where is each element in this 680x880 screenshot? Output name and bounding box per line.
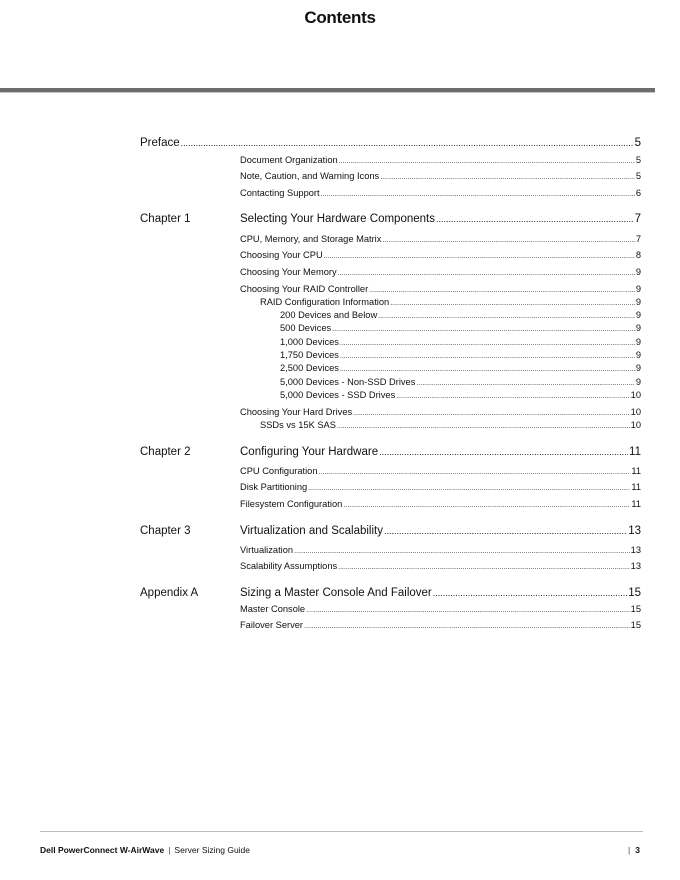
dot-leader [379,447,628,457]
dot-leader [378,313,635,320]
toc-entry-page: 9 [635,284,641,294]
toc-entry-label: Configuring Your Hardware [240,446,379,458]
toc-entry[interactable] [240,604,641,614]
toc-entry-label: 1,750 Devices [280,350,339,360]
toc-entry-page: 15 [628,587,641,599]
toc-entry-label: 5,000 Devices - SSD Drives [280,390,396,400]
toc-entry-page: 9 [635,363,641,373]
toc-entry-label: Preface [140,137,180,149]
toc-entry-page: 13 [628,525,641,537]
toc-entry-label: Virtualization and Scalability [240,525,383,537]
toc-entry-label: Contacting Support [240,188,320,198]
toc-entry-label: Choosing Your Memory [240,267,337,277]
toc-entry[interactable] [280,350,641,360]
dot-leader [340,353,635,360]
toc-entry-page: 11 [631,466,641,476]
footer-separator: | [168,845,171,855]
toc-entry-chapter[interactable] [240,213,641,225]
toc-entry-label: Choosing Your CPU [240,250,323,260]
toc-entry[interactable] [240,545,641,555]
dot-leader [369,287,635,294]
toc-entry-page: 11 [629,446,641,458]
toc-entry-label: SSDs vs 15K SAS [260,420,336,430]
chapter-label: Appendix A [140,587,199,599]
dot-leader [338,564,630,571]
toc-entry-page: 9 [635,377,641,387]
toc-entry-page: 15 [630,604,641,614]
toc-entry-page: 13 [630,561,641,571]
footer-guide: Server Sizing Guide [174,845,251,855]
toc-entry-label: CPU, Memory, and Storage Matrix [240,234,382,244]
toc-entry[interactable] [280,363,641,373]
toc-entry-page: 5 [635,171,641,181]
dot-leader [353,410,630,417]
toc-entry-label: Master Console [240,604,306,614]
toc-entry[interactable] [240,620,641,630]
toc-entry-chapter[interactable] [240,587,641,599]
toc-entry-label: Selecting Your Hardware Components [240,213,435,225]
toc-entry-chapter[interactable] [240,525,641,537]
dot-leader [339,158,635,165]
dot-leader [382,237,634,244]
toc-entry-label: Choosing Your RAID Controller [240,284,369,294]
footer-page-number: 3 [635,845,640,855]
toc-entry-page: 8 [635,250,641,260]
toc-entry-page: 10 [630,390,641,400]
toc-entry-label: Sizing a Master Console And Failover [240,587,432,599]
toc-entry[interactable] [280,337,641,347]
dot-leader [340,340,635,347]
toc-entry-page: 10 [630,420,641,430]
toc-entry-chapter[interactable] [240,446,641,458]
dot-leader [321,191,635,198]
footer-title [40,845,250,855]
dot-leader [384,526,627,536]
toc-entry-page: 10 [630,407,641,417]
toc-entry-label: Note, Caution, and Warning Icons [240,171,380,181]
toc-entry[interactable] [240,171,641,181]
toc-entry[interactable] [240,482,641,492]
toc-entry[interactable] [260,420,641,430]
toc-entry-page: 11 [631,482,641,492]
toc-entry-page: 7 [635,234,641,244]
dot-leader [294,548,630,555]
toc-entry[interactable] [240,155,641,165]
toc-entry-label: Choosing Your Hard Drives [240,407,353,417]
toc-entry[interactable] [260,297,641,307]
toc-entry[interactable] [280,377,641,387]
page-title: Contents [304,8,376,27]
toc-entry[interactable] [280,390,641,400]
footer-rule [40,831,643,832]
toc-entry-page: 9 [635,323,641,333]
footer-page [628,845,640,855]
toc-entry-label: 500 Devices [280,323,332,333]
dot-leader [396,393,629,400]
dot-leader [390,300,635,307]
toc-entry-page: 9 [635,310,641,320]
dot-leader [433,588,627,598]
toc-entry-page: 15 [630,620,641,630]
toc-entry-page: 5 [634,137,641,149]
toc-entry-label: Document Organization [240,155,338,165]
dot-leader [181,138,634,148]
toc-entry-page: 9 [635,297,641,307]
toc-entry-label: Disk Partitioning [240,482,308,492]
toc-entry-page: 9 [635,350,641,360]
toc-entry[interactable] [240,407,641,417]
dot-leader [416,380,634,387]
chapter-label: Chapter 1 [140,213,191,225]
dot-leader [306,607,630,614]
dot-leader [343,502,630,509]
toc-entry-label: 1,000 Devices [280,337,339,347]
toc-entry-page: 6 [635,188,641,198]
toc-entry[interactable] [240,234,641,244]
toc-entry-label: 5,000 Devices - Non-SSD Drives [280,377,416,387]
footer-product: Dell PowerConnect W-AirWave [40,845,165,855]
dot-leader [338,270,635,277]
footer-page-separator: | [628,845,631,855]
dot-leader [337,423,630,430]
toc-entry[interactable] [240,466,641,476]
toc-entry[interactable] [240,561,641,571]
toc-entry[interactable] [240,250,641,260]
chapter-label: Chapter 3 [140,525,191,537]
toc-entry[interactable] [240,267,641,277]
toc-entry-label: 200 Devices and Below [280,310,378,320]
dot-leader [324,253,635,260]
toc-entry-page: 9 [635,267,641,277]
toc-entry-page: 9 [635,337,641,347]
dot-leader [436,214,634,224]
dot-leader [380,174,635,181]
toc-entry-page: 7 [634,213,641,225]
toc-entry-page: 11 [631,499,641,509]
dot-leader [340,366,635,373]
toc-entry-label: Filesystem Configuration [240,499,343,509]
toc-entry-preface[interactable] [140,137,641,149]
dot-leader [304,623,630,630]
toc-entry-page: 13 [630,545,641,555]
toc-entry[interactable] [280,310,641,320]
toc-entry-label: Failover Server [240,620,304,630]
toc-entry[interactable] [240,188,641,198]
chapter-label: Chapter 2 [140,446,191,458]
title-rule [0,88,655,92]
dot-leader [319,469,631,476]
toc-entry[interactable] [240,499,641,509]
toc-entry[interactable] [240,284,641,294]
toc-entry-label: RAID Configuration Information [260,297,390,307]
toc-entry-label: CPU Configuration [240,466,318,476]
toc-entry-page: 5 [635,155,641,165]
dot-leader [332,326,635,333]
toc-entry-label: Virtualization [240,545,294,555]
toc-entry-label: Scalability Assumptions [240,561,338,571]
toc-entry-label: 2,500 Devices [280,363,339,373]
dot-leader [308,485,630,492]
toc-entry[interactable] [280,323,641,333]
